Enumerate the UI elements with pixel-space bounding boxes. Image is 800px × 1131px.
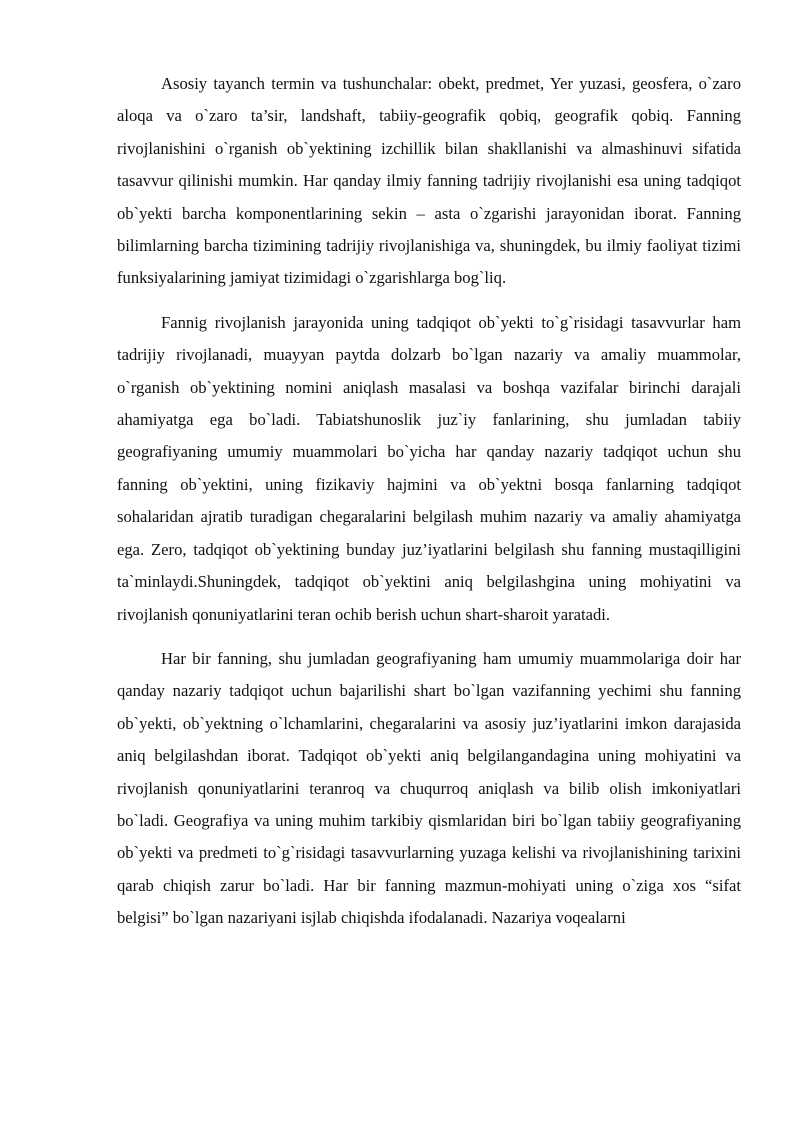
paragraph-key-terms: Asosiy tayanch termin va tushunchalar: obekt, predmet, Yer yuzasi, geosfera, o`zaro aloqa va o`zaro ta’sir, landshaft, tabiiy-geografik qobiq, geografik qobiq. Fanning rivojlanishini o`rganish ob`yektining izchillik bilan shakllanishi va almashinuvi sifatida tasavvur qilinishi mumkin. Har qanday ilmiy fanning tadrijiy rivojlanishi esa uning tadqiqot ob`yekti barcha komponentlarining sekin – asta o`zgarishi jarayonidan iborat. Fanning bilimlarning barcha tizimining tadrijiy rivojlanishiga va, shuningdek, bu ilmiy faoliyat tizimi funksiyalarining jamiyat tizimidagi o`zgarishlarga bog`liq. [117, 74, 741, 288]
paragraph-geography-problems: Har bir fanning, shu jumladan geografiyaning ham umumiy muammolariga doir har qanday nazariy tadqiqot uchun bajarilishi shart bo`lgan vazifanning yechimi shu fanning ob`yekti, ob`yektning o`lchamlarini, chegaralarini va asosiy juz’iyatlarini imkon darajasida aniq belgilashdan iborat. Tadqiqot ob`yekti aniq belgilangandagina uning mohiyatini va rivojlanish qonuniyatlarini teranroq va chuqurroq aniqlash va bilib olish imkoniyatlari bo`ladi. Geografiya va uning muhim tarkibiy qismlaridan biri bo`lgan tabiiy geografiyaning ob`yekti va predmeti to`g`risidagi tasavvurlarning yuzaga kelishi va rivojlanishining tarixini qarab chiqish zarur bo`ladi. Har bir fanning mazmun-mohiyati uning o`ziga xos “sifat belgisi” bo`lgan nazariyani isjlab chiqishda ifodalanadi. Nazariya voqealarni [117, 648, 741, 928]
paragraph-research-object: Fannig rivojlanish jarayonida uning tadqiqot ob`yekti to`g`risidagi tasavvurlar ham tadrijiy rivojlanadi, muayyan paytda dolzarb bo`lgan nazariy va amaliy muammolar, o`rganish ob`yektining nomini aniqlash masalasi va boshqa vazifalar birinchi darajali ahamiyatga ega bo`ladi. Tabiatshunoslik juz`iy fanlarining, shu jumladan tabiiy geografiyaning umumiy muammolari bo`yicha har qanday nazariy tadqiqot uchun shu fanning ob`yektini, uning fizikaviy hajmini va ob`yektni bosqa fanlarning tadqiqot sohalaridan ajratib turadigan chegaralarini belgilash muhim nazariy va amaliy ahamiyatga ega. Zero, tadqiqot ob`yektining bunday juz’iyatlarini belgilash shu fanning mustaqilligini ta`minlaydi.Shuningdek, tadqiqot ob`yektini aniq belgilashgina uning mohiyatini va rivojlanish qonuniyatlarini teran ochib berish uchun shart-sharoit yaratadi. [117, 312, 741, 624]
document-page [117, 68, 741, 947]
